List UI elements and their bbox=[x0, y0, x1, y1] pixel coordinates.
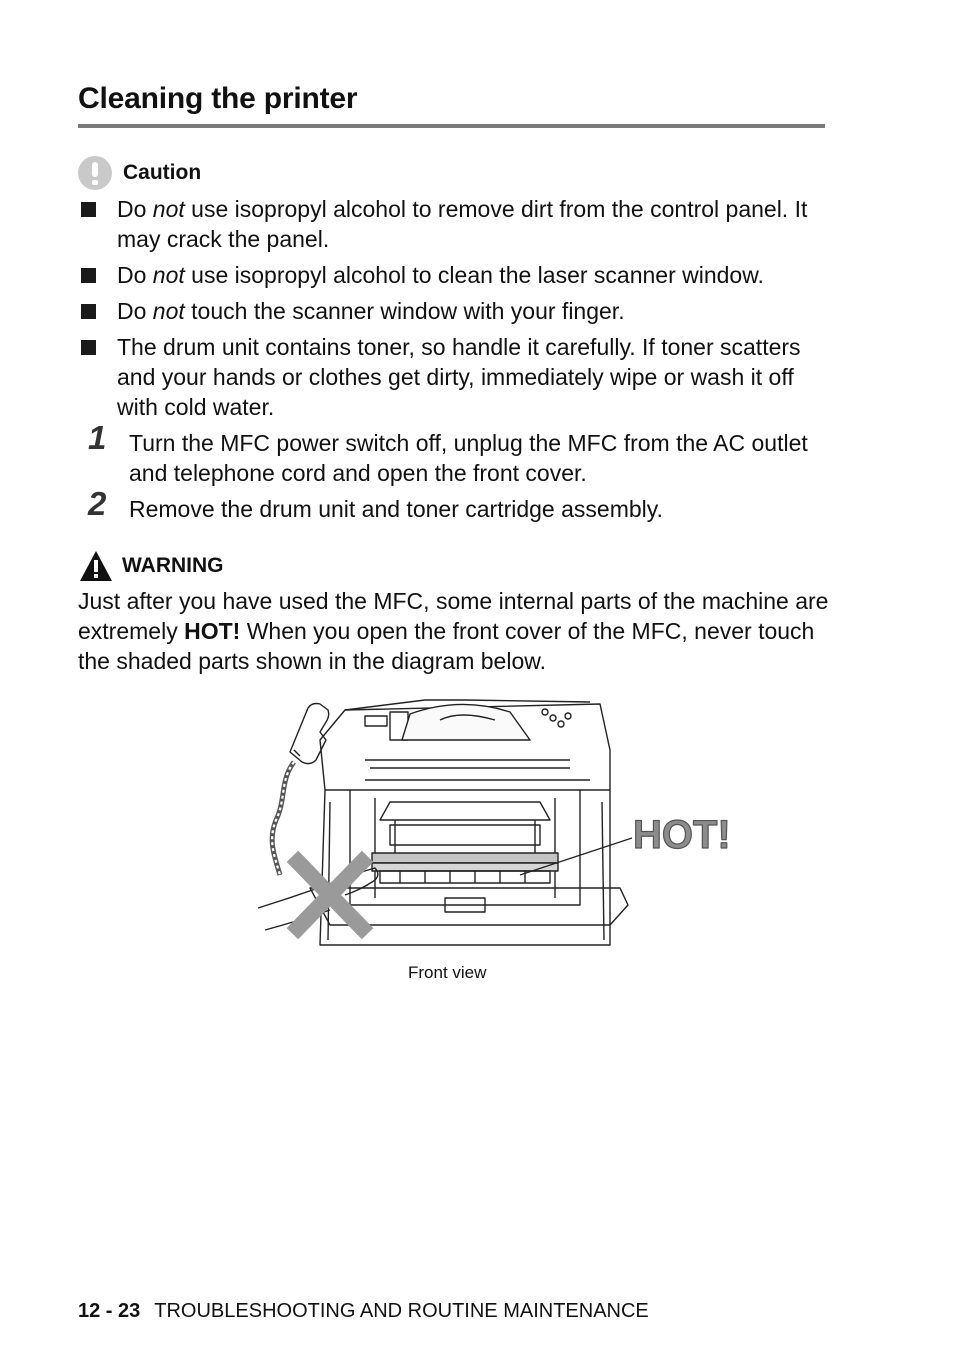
title-rule bbox=[78, 124, 825, 128]
caution-item: The drum unit contains toner, so handle it carefully. If toner scatters and your hands or clothes get dirty, immediately wipe or wash it off with cold water. bbox=[78, 332, 838, 422]
caution-list bbox=[78, 194, 838, 428]
figure-caption: Front view bbox=[408, 963, 487, 982]
warning-heading bbox=[78, 549, 224, 583]
step-text: Turn the MFC power switch off, unplug the MFC from the AC outlet and telephone cord and open the front cover. bbox=[129, 430, 808, 486]
caution-heading bbox=[78, 156, 201, 190]
step-number: 1 bbox=[88, 419, 107, 456]
bullet-square-icon bbox=[81, 304, 96, 319]
warning-triangle-icon bbox=[78, 549, 114, 583]
page-footer bbox=[78, 1300, 649, 1323]
warning-label: WARNING bbox=[122, 554, 224, 577]
hot-label: HOT! bbox=[633, 813, 731, 857]
caution-item: Do not use isopropyl alcohol to clean the laser scanner window. bbox=[78, 260, 838, 290]
page-title: Cleaning the printer bbox=[78, 82, 358, 115]
step-2 bbox=[78, 485, 838, 524]
bullet-square-icon bbox=[81, 202, 96, 217]
do-not-touch-x-icon bbox=[298, 862, 362, 928]
mfc-front-view-illustration bbox=[250, 690, 750, 960]
step-number: 2 bbox=[88, 485, 107, 522]
bullet-square-icon bbox=[81, 340, 96, 355]
caution-item: Do not touch the scanner window with your finger. bbox=[78, 296, 838, 326]
section-title: TROUBLESHOOTING AND ROUTINE MAINTENANCE bbox=[154, 1300, 649, 1322]
warning-text: Just after you have used the MFC, some internal parts of the machine are extremely HOT! When you open the front cover of the MFC, never touch the shaded parts shown in the diagram below. bbox=[78, 588, 829, 674]
mfc-front-view-figure bbox=[250, 690, 750, 960]
step-text: Remove the drum unit and toner cartridge assembly. bbox=[129, 496, 663, 522]
exclamation-circle-icon bbox=[78, 156, 112, 190]
caution-label: Caution bbox=[123, 161, 202, 184]
page-number: 12 - 23 bbox=[78, 1300, 141, 1322]
step-1 bbox=[78, 419, 838, 488]
bullet-square-icon bbox=[81, 268, 96, 283]
caution-item: Do not use isopropyl alcohol to remove dirt from the control panel. It may crack the panel. bbox=[78, 194, 838, 254]
